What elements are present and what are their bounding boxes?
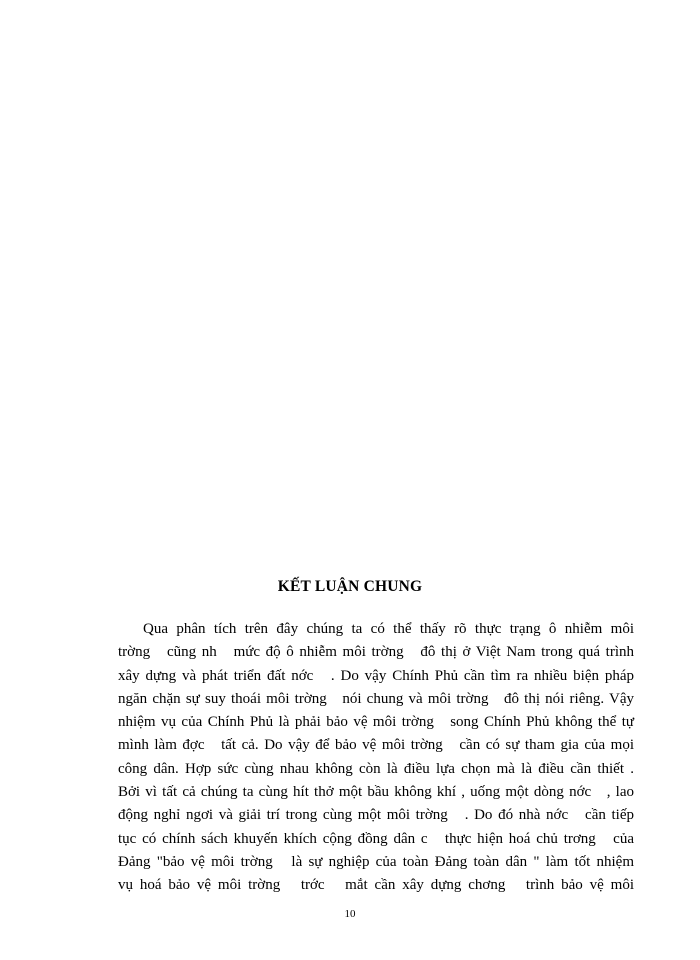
paragraph-line: ngăn chặn sự suy thoái môi trờng nói chung và môi trờng đô thị nói riêng. Vậy xyxy=(118,690,634,707)
paragraph-line: Bởi vì tất cả chúng ta cùng hít thở một bầu không khí , uống một dòng nớc , lao xyxy=(118,784,634,801)
paragraph-line: tục có chính sách khuyến khích cộng đồng dân c thực hiện hoá chủ trơng của xyxy=(118,830,634,847)
paragraph-line: Qua phân tích trên đây chúng ta có thể thấy rõ thực trạng ô nhiễm môi xyxy=(143,621,634,637)
paragraph-line: công dân. Hợp sức cùng nhau không còn là điều lựa chọn mà là điều cần thiết . xyxy=(118,760,634,777)
body-paragraph xyxy=(118,618,634,898)
paragraph-line: xây dựng và phát triển đất nớc . Do vậy Chính Phủ cần tìm ra nhiều biện pháp xyxy=(118,667,634,684)
paragraph-line: mình làm đợc tất cả. Do vậy để bảo vệ môi trờng cần có sự tham gia của mọi xyxy=(118,737,634,754)
section-heading: KẾT LUẬN CHUNG xyxy=(277,578,423,595)
paragraph-line: động nghỉ ngơi và giải trí trong cùng một môi trờng . Do đó nhà nớc cần tiếp xyxy=(118,807,634,824)
paragraph-line: trờng cũng nh mức độ ô nhiễm môi trờng đô thị ở Việt Nam trong quá trình xyxy=(118,644,634,661)
paragraph-line: Đảng "bảo vệ môi trờng là sự nghiệp của toàn Đảng toàn dân " làm tốt nhiệm xyxy=(118,853,634,870)
paragraph-line: vụ hoá bảo vệ môi trờng trớc mắt cần xây dựng chơng trình bảo vệ môi xyxy=(118,877,634,894)
page-number: 10 xyxy=(344,908,356,920)
paragraph-line: nhiệm vụ của Chính Phủ là phải bảo vệ môi trờng song Chính Phủ không thể tự xyxy=(118,714,634,731)
